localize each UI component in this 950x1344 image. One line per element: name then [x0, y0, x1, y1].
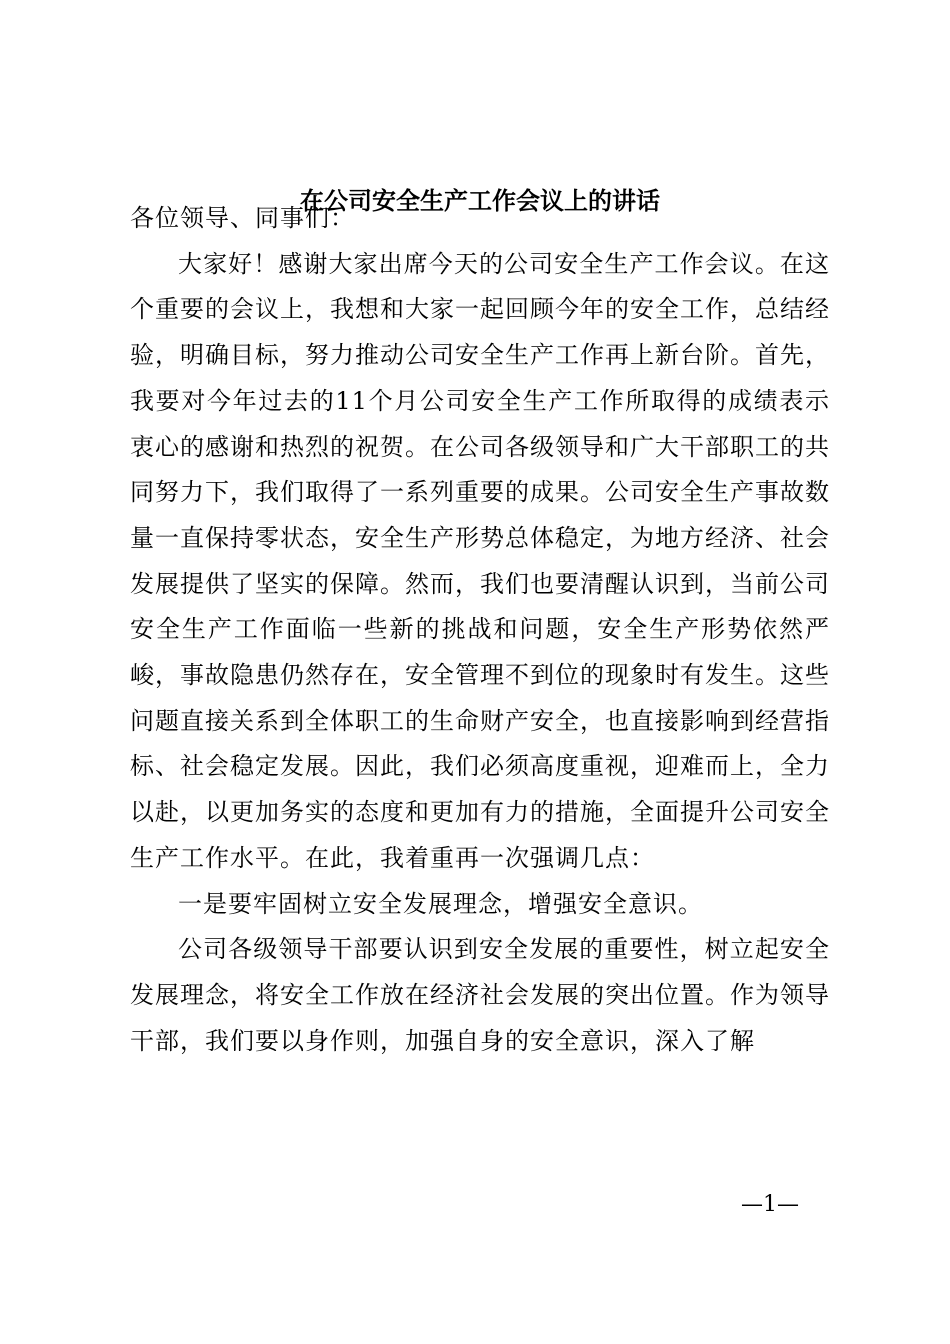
paragraph-point-one: 公司各级领导干部要认识到安全发展的重要性，树立起安全发展理念，将安全工作放在经济社会发展的突出位置。作为领导干部，我们要以身作则，加强自身的安全意识，深入了解	[130, 935, 830, 1055]
point-heading-one: 一是要牢固树立安全发展理念，增强安全意识。	[178, 889, 703, 918]
page-number: —1—	[741, 1192, 799, 1217]
salutation: 各位领导、同事们：	[130, 204, 355, 232]
page-title: 在公司安全生产工作会议上的讲话	[300, 186, 660, 215]
paragraph-opening: 大家好！感谢大家出席今天的公司安全生产工作会议。在这个重要的会议上，我想和大家一起回顾今年的安全工作，总结经验，明确目标，努力推动公司安全生产工作再上新台阶。首先，我要对今年过去的11个月公司安全生产工作所取得的成绩表示衷心的感谢和热烈的祝贺。在公司各级领导和广大干部职工的共同努力下，我们取得了一系列重要的成果。公司安全生产事故数量一直保持零状态，安全生产形势总体稳定，为地方经济、社会发展提供了坚实的保障。然而，我们也要清醒认识到，当前公司安全生产工作面临一些新的挑战和问题，安全生产形势依然严峻，事故隐患仍然存在，安全管理不到位的现象时有发生。这些问题直接关系到全体职工的生命财产安全，也直接影响到经营指标、社会稳定发展。因此，我们必须高度重视，迎难而上，全力以赴，以更加务实的态度和更加有力的措施，全面提升公司安全生产工作水平。在此，我着重再一次强调几点：	[130, 249, 830, 872]
speech-body	[130, 196, 830, 1064]
